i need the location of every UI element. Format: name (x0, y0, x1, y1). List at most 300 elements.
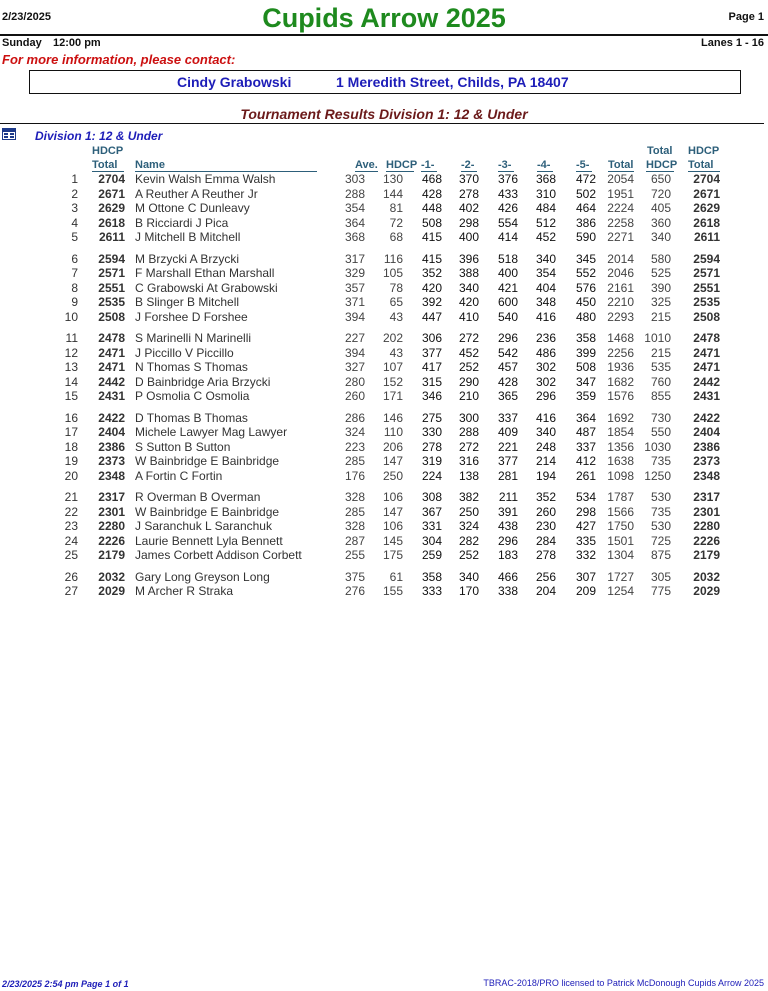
cell-total-hdcp: 360 (650, 215, 671, 230)
cell-total: 1576 (607, 389, 634, 403)
col-total: Total (608, 159, 634, 171)
cell-rank: 14 (64, 374, 78, 389)
cell-g5: 307 (575, 569, 596, 584)
cell-grand: 2280 (693, 519, 720, 533)
cell-g1: 377 (421, 345, 442, 360)
cell-g1: 224 (421, 468, 442, 483)
cell-name: M Brzycki A Brzycki (135, 251, 240, 266)
division-icon (2, 128, 16, 140)
cell-g2: 324 (458, 519, 479, 533)
cell-ave: 394 (344, 309, 365, 324)
col-name: Name (135, 159, 317, 172)
cell-g3: 281 (497, 468, 518, 483)
cell-hdcp: 81 (389, 201, 403, 215)
cell-hdcp-total: 2442 (98, 374, 125, 389)
cell-ave: 317 (344, 251, 365, 266)
cell-g2: 370 (458, 172, 479, 186)
cell-grand: 2404 (693, 425, 720, 439)
cell-g5: 508 (575, 360, 596, 374)
table-row (0, 375, 768, 389)
cell-hdcp-total: 2301 (98, 504, 125, 519)
cell-total: 2271 (607, 230, 634, 244)
cell-total: 2210 (607, 295, 634, 309)
cell-hdcp: 105 (382, 266, 403, 280)
cell-g3: 337 (497, 410, 518, 425)
cell-total-hdcp: 1010 (644, 331, 671, 345)
cell-name: Gary Long Greyson Long (135, 569, 270, 584)
cell-g4: 278 (535, 548, 556, 562)
cell-ave: 255 (344, 548, 365, 562)
cell-g3: 426 (497, 201, 518, 215)
cell-total-hdcp: 580 (650, 251, 671, 266)
cell-name: James Corbett Addison Corbett (135, 548, 302, 562)
cell-grand: 2471 (693, 345, 720, 360)
table-row (0, 230, 768, 244)
table-row (0, 295, 768, 309)
cell-total-hdcp: 775 (650, 584, 671, 598)
cell-total-hdcp: 325 (650, 295, 671, 309)
cell-g4: 214 (535, 454, 556, 468)
cell-g5: 345 (575, 251, 596, 266)
col-hdcp-total-bottom: Total (92, 159, 124, 172)
cell-grand: 2179 (693, 548, 720, 562)
cell-total: 1951 (607, 186, 634, 201)
cell-total: 1750 (607, 519, 634, 533)
cell-g2: 252 (458, 360, 479, 374)
cell-name: B Slinger B Mitchell (135, 295, 240, 309)
cell-ave: 394 (344, 345, 365, 360)
cell-total-hdcp: 875 (650, 548, 671, 562)
cell-hdcp: 202 (382, 331, 403, 345)
cell-hdcp-total: 2618 (98, 215, 125, 230)
cell-hdcp-total: 2611 (98, 230, 125, 244)
cell-g1: 319 (421, 454, 442, 468)
cell-g4: 416 (535, 410, 556, 425)
cell-name: M Ottone C Dunleavy (135, 201, 250, 215)
cell-g1: 367 (421, 504, 442, 519)
cell-grand: 2301 (693, 504, 720, 519)
col-total-hdcp-bottom: HDCP (646, 159, 678, 171)
table-row (0, 201, 768, 215)
cell-total-hdcp: 1250 (644, 468, 671, 483)
col-game-3: -3- (498, 159, 514, 172)
cell-total: 1254 (607, 584, 634, 598)
cell-name: N Thomas S Thomas (135, 360, 248, 374)
cell-name: W Bainbridge E Bainbridge (135, 504, 280, 519)
cell-g5: 412 (575, 454, 596, 468)
division-label: Division 1: 12 & Under (35, 129, 163, 143)
cell-rank: 15 (64, 389, 78, 403)
cell-name: D Bainbridge Aria Brzycki (135, 374, 271, 389)
cell-g3: 376 (497, 172, 518, 186)
cell-rank: 13 (64, 360, 78, 374)
cell-rank: 5 (71, 230, 78, 244)
col-game-1: -1- (421, 159, 437, 172)
cell-hdcp: 130 (382, 172, 403, 186)
cell-total-hdcp: 530 (650, 490, 671, 504)
cell-name: C Grabowski At Grabowski (135, 280, 278, 295)
cell-grand: 2422 (693, 410, 720, 425)
cell-g3: 338 (497, 584, 518, 598)
contact-name: Cindy Grabowski (177, 74, 292, 90)
cell-total-hdcp: 550 (650, 425, 671, 439)
col-ave: Ave. (355, 159, 378, 171)
cell-g4: 352 (535, 490, 556, 504)
cell-ave: 288 (344, 186, 365, 201)
cell-grand: 2508 (693, 309, 720, 324)
cell-hdcp: 116 (383, 251, 403, 266)
col-hdcp-total2-bottom: Total (688, 159, 720, 172)
cell-g5: 298 (575, 504, 596, 519)
cell-hdcp: 78 (389, 280, 403, 295)
cell-g4: 452 (535, 230, 556, 244)
cell-hdcp: 147 (382, 454, 403, 468)
cell-g2: 272 (458, 439, 479, 454)
cell-name: Kevin Walsh Emma Walsh (135, 172, 276, 186)
cell-hdcp-total: 2404 (98, 425, 125, 439)
table-row (0, 490, 768, 504)
cell-ave: 286 (344, 410, 365, 425)
cell-total: 2256 (607, 345, 634, 360)
cell-hdcp: 171 (382, 389, 403, 403)
cell-ave: 375 (344, 569, 365, 584)
cell-g3: 211 (498, 490, 518, 504)
cell-hdcp-total: 2386 (98, 439, 125, 454)
cell-g4: 236 (535, 331, 556, 345)
cell-ave: 223 (344, 439, 365, 454)
cell-total: 1727 (607, 569, 634, 584)
cell-g3: 466 (497, 569, 518, 584)
table-row (0, 519, 768, 533)
cell-grand: 2471 (693, 360, 720, 374)
table-row (0, 331, 768, 345)
cell-g4: 348 (535, 295, 556, 309)
cell-g4: 256 (535, 569, 556, 584)
cell-total: 2258 (607, 215, 634, 230)
cell-grand: 2478 (693, 331, 720, 345)
cell-hdcp-total: 2032 (98, 569, 125, 584)
cell-name: S Marinelli N Marinelli (135, 331, 252, 345)
table-row (0, 469, 768, 483)
cell-rank: 6 (71, 251, 78, 266)
cell-g4: 284 (535, 533, 556, 548)
cell-rank: 12 (64, 345, 78, 360)
table-row (0, 584, 768, 598)
cell-hdcp: 61 (389, 569, 403, 584)
cell-hdcp-total: 2671 (98, 186, 125, 201)
cell-name: J Forshee D Forshee (135, 309, 248, 324)
cell-g4: 416 (535, 309, 556, 324)
cell-g4: 296 (535, 389, 556, 403)
cell-total: 1304 (607, 548, 634, 562)
cell-total: 1098 (607, 468, 634, 483)
cell-g5: 337 (575, 439, 596, 454)
cell-g4: 404 (535, 280, 556, 295)
cell-g3: 518 (497, 251, 518, 266)
cell-g3: 428 (497, 374, 518, 389)
cell-g2: 300 (458, 410, 479, 425)
cell-total-hdcp: 305 (650, 569, 671, 584)
cell-g5: 590 (575, 230, 596, 244)
table-row (0, 440, 768, 454)
cell-hdcp: 65 (389, 295, 403, 309)
cell-hdcp-total: 2551 (98, 280, 125, 295)
cell-g3: 438 (497, 519, 518, 533)
cell-name: F Marshall Ethan Marshall (135, 266, 275, 280)
cell-hdcp-total: 2571 (98, 266, 125, 280)
cell-hdcp-total: 2594 (98, 251, 125, 266)
cell-grand: 2373 (693, 454, 720, 468)
cell-g1: 315 (421, 374, 442, 389)
cell-g1: 428 (421, 186, 442, 201)
cell-g4: 340 (535, 425, 556, 439)
cell-g1: 275 (421, 410, 442, 425)
cell-g3: 542 (497, 345, 518, 360)
cell-rank: 26 (64, 569, 78, 584)
cell-total-hdcp: 530 (650, 519, 671, 533)
cell-rank: 1 (71, 172, 78, 186)
cell-g4: 486 (535, 345, 556, 360)
cell-g2: 252 (458, 548, 479, 562)
cell-g2: 210 (458, 389, 479, 403)
cell-g5: 427 (575, 519, 596, 533)
cell-name: J Piccillo V Piccillo (135, 345, 234, 360)
cell-g4: 260 (535, 504, 556, 519)
cell-g5: 534 (575, 490, 596, 504)
cell-grand: 2594 (693, 251, 720, 266)
cell-total-hdcp: 730 (650, 410, 671, 425)
cell-hdcp-total: 2179 (98, 548, 125, 562)
cell-g2: 410 (458, 309, 479, 324)
cell-ave: 285 (344, 504, 365, 519)
cell-total-hdcp: 405 (650, 201, 671, 215)
cell-g1: 415 (421, 251, 442, 266)
col-total-hdcp-top: Total (647, 145, 673, 157)
cell-total-hdcp: 525 (650, 266, 671, 280)
cell-ave: 276 (344, 584, 365, 598)
cell-g2: 278 (458, 186, 479, 201)
report-date: 2/23/2025 (2, 11, 51, 23)
cell-total-hdcp: 650 (650, 172, 671, 186)
cell-ave: 329 (344, 266, 365, 280)
cell-g2: 396 (458, 251, 479, 266)
cell-g4: 310 (535, 186, 556, 201)
cell-rank: 11 (65, 331, 78, 345)
cell-total: 1692 (607, 410, 634, 425)
cell-g5: 347 (575, 374, 596, 389)
cell-g1: 468 (421, 172, 442, 186)
cell-hdcp-total: 2471 (98, 345, 125, 360)
cell-total: 1638 (607, 454, 634, 468)
col-hdcp-total2-top: HDCP (688, 145, 720, 157)
cell-rank: 18 (64, 439, 78, 454)
cell-g5: 576 (575, 280, 596, 295)
cell-hdcp: 206 (382, 439, 403, 454)
cell-g1: 448 (421, 201, 442, 215)
footer-timestamp: 2/23/2025 2:54 pm Page 1 of 1 (2, 979, 129, 989)
cell-ave: 354 (344, 201, 365, 215)
cell-g1: 358 (421, 569, 442, 584)
header-divider (0, 34, 768, 36)
cell-total-hdcp: 725 (650, 533, 671, 548)
page-number: Page 1 (728, 11, 764, 23)
cell-g1: 304 (421, 533, 442, 548)
cell-g2: 288 (458, 425, 479, 439)
table-row (0, 411, 768, 425)
cell-rank: 27 (64, 584, 78, 598)
table-row (0, 505, 768, 519)
cell-ave: 303 (344, 172, 365, 186)
cell-hdcp: 152 (382, 374, 403, 389)
cell-total: 2161 (607, 280, 634, 295)
cell-g1: 330 (421, 425, 442, 439)
cell-grand: 2551 (693, 280, 720, 295)
cell-hdcp: 43 (389, 345, 403, 360)
col-game-4: -4- (537, 159, 553, 172)
cell-g1: 415 (421, 230, 442, 244)
cell-total: 1468 (607, 331, 634, 345)
cell-hdcp-total: 2629 (98, 201, 125, 215)
cell-hdcp: 155 (382, 584, 403, 598)
cell-g2: 400 (458, 230, 479, 244)
col-hdcp: HDCP (386, 159, 418, 171)
cell-g1: 420 (421, 280, 442, 295)
cell-total-hdcp: 855 (650, 389, 671, 403)
cell-g2: 402 (458, 201, 479, 215)
cell-g3: 221 (497, 439, 518, 454)
table-row (0, 216, 768, 230)
cell-ave: 357 (344, 280, 365, 295)
cell-rank: 24 (64, 533, 78, 548)
cell-g1: 417 (421, 360, 442, 374)
cell-total: 1356 (607, 439, 634, 454)
cell-g3: 365 (497, 389, 518, 403)
cell-total-hdcp: 1030 (644, 439, 671, 454)
table-row (0, 534, 768, 548)
cell-ave: 328 (344, 519, 365, 533)
cell-g3: 554 (497, 215, 518, 230)
cell-hdcp-total: 2029 (98, 584, 125, 598)
cell-g5: 472 (575, 172, 596, 186)
cell-g3: 296 (497, 331, 518, 345)
cell-total-hdcp: 720 (650, 186, 671, 201)
cell-rank: 20 (64, 468, 78, 483)
cell-total-hdcp: 215 (650, 345, 671, 360)
cell-g1: 346 (421, 389, 442, 403)
cell-rank: 23 (64, 519, 78, 533)
cell-hdcp: 110 (383, 425, 403, 439)
cell-g1: 447 (421, 309, 442, 324)
cell-g2: 282 (458, 533, 479, 548)
cell-grand: 2431 (693, 389, 720, 403)
cell-rank: 9 (71, 295, 78, 309)
cell-hdcp-total: 2508 (98, 309, 125, 324)
table-row (0, 187, 768, 201)
cell-ave: 324 (344, 425, 365, 439)
cell-total: 1936 (607, 360, 634, 374)
cell-hdcp-total: 2348 (98, 468, 125, 483)
cell-g1: 352 (421, 266, 442, 280)
cell-grand: 2029 (693, 584, 720, 598)
cell-ave: 227 (344, 331, 365, 345)
cell-rank: 25 (64, 548, 78, 562)
cell-g5: 261 (575, 468, 596, 483)
cell-g3: 409 (497, 425, 518, 439)
cell-rank: 2 (71, 186, 78, 201)
table-row (0, 281, 768, 295)
cell-g2: 340 (458, 280, 479, 295)
cell-g2: 382 (458, 490, 479, 504)
cell-hdcp-total: 2704 (98, 172, 125, 186)
cell-hdcp: 145 (382, 533, 403, 548)
col-game-2: -2- (461, 159, 477, 172)
cell-total: 1854 (607, 425, 634, 439)
cell-g5: 364 (575, 410, 596, 425)
cell-total-hdcp: 535 (650, 360, 671, 374)
cell-g3: 400 (497, 266, 518, 280)
cell-g4: 194 (535, 468, 556, 483)
cell-g3: 183 (497, 548, 518, 562)
cell-rank: 19 (64, 454, 78, 468)
cell-rank: 17 (64, 425, 78, 439)
cell-rank: 10 (64, 309, 78, 324)
cell-rank: 8 (71, 280, 78, 295)
cell-total: 1566 (607, 504, 634, 519)
cell-name: J Mitchell B Mitchell (135, 230, 241, 244)
cell-rank: 21 (64, 490, 78, 504)
footer-license: TBRAC-2018/PRO licensed to Patrick McDonough Cupids Arrow 2025 (483, 978, 764, 988)
cell-g2: 316 (458, 454, 479, 468)
cell-g1: 333 (421, 584, 442, 598)
cell-grand: 2704 (693, 172, 720, 186)
cell-hdcp-total: 2431 (98, 389, 125, 403)
cell-grand: 2671 (693, 186, 720, 201)
cell-name: Laurie Bennett Lyla Bennett (135, 533, 283, 548)
cell-g2: 298 (458, 215, 479, 230)
cell-g5: 487 (575, 425, 596, 439)
table-row (0, 548, 768, 562)
cell-hdcp-total: 2535 (98, 295, 125, 309)
cell-name: J Saranchuk L Saranchuk (135, 519, 272, 533)
cell-name: Michele Lawyer Mag Lawyer (135, 425, 288, 439)
table-row (0, 360, 768, 374)
cell-g5: 209 (575, 584, 596, 598)
cell-ave: 285 (344, 454, 365, 468)
cell-hdcp: 175 (382, 548, 403, 562)
cell-grand: 2442 (693, 374, 720, 389)
cell-g3: 414 (497, 230, 518, 244)
cell-g5: 335 (575, 533, 596, 548)
cell-g4: 204 (535, 584, 556, 598)
report-title: Cupids Arrow 2025 (262, 3, 506, 33)
table-row (0, 389, 768, 403)
cell-g4: 484 (535, 201, 556, 215)
lanes-label: Lanes 1 - 16 (701, 37, 764, 49)
cell-total: 2224 (607, 201, 634, 215)
cell-g5: 480 (575, 309, 596, 324)
cell-total: 2046 (607, 266, 634, 280)
cell-ave: 364 (344, 215, 365, 230)
cell-hdcp-total: 2317 (98, 490, 125, 504)
cell-g1: 306 (421, 331, 442, 345)
cell-total: 2054 (607, 172, 634, 186)
cell-total: 2293 (607, 309, 634, 324)
cell-g3: 457 (497, 360, 518, 374)
cell-hdcp-total: 2478 (98, 331, 125, 345)
cell-g4: 302 (535, 360, 556, 374)
cell-rank: 7 (71, 266, 78, 280)
cell-rank: 3 (71, 201, 78, 215)
